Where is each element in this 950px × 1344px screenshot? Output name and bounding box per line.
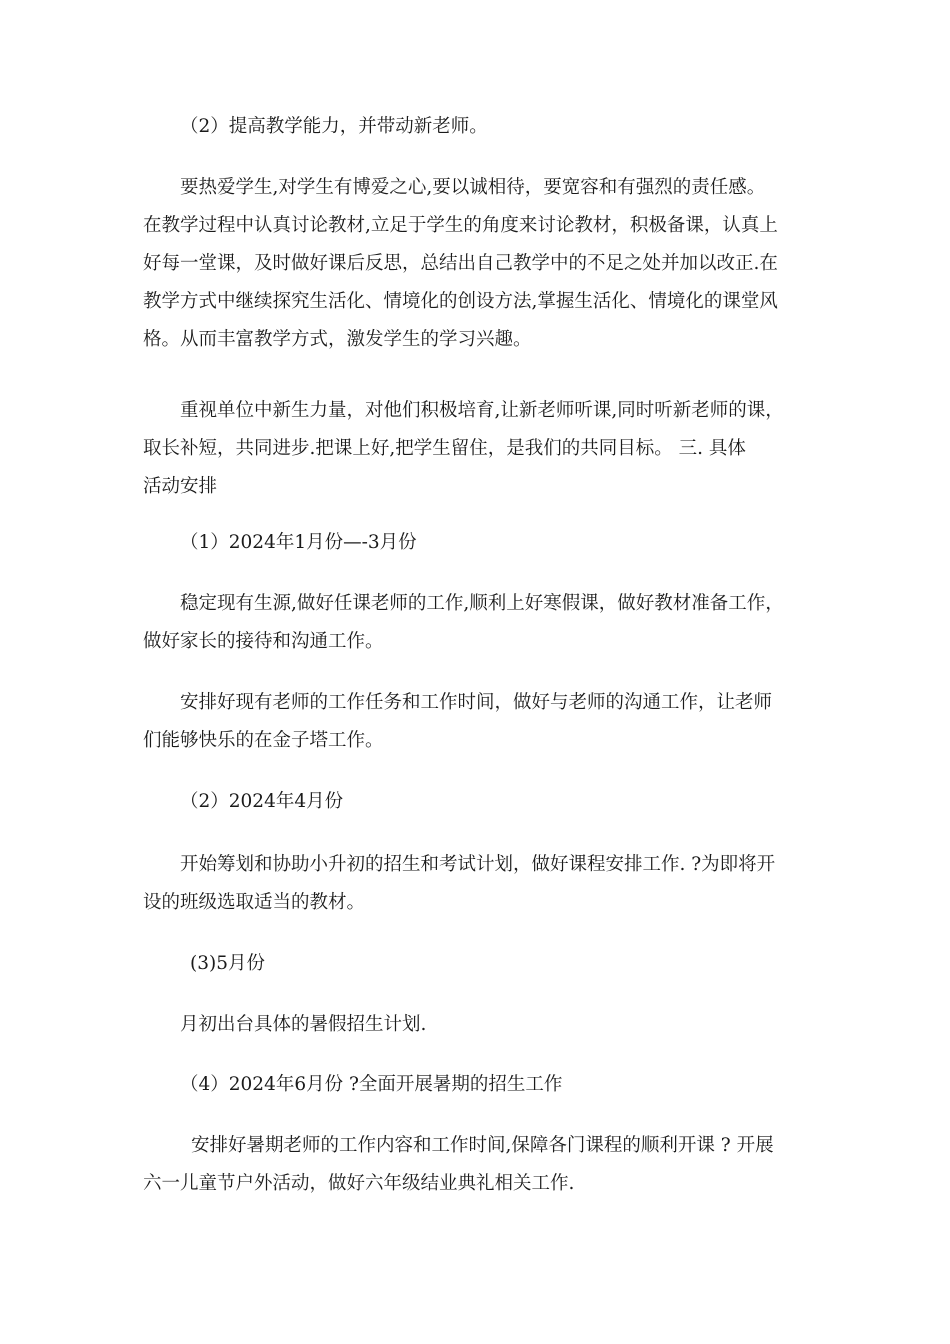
schedule-heading-april: （2）2024年4月份 <box>180 791 344 812</box>
text-line: 教学方式中继续探究生活化、情境化的创设方法,掌握生活化、情境化的课堂风 <box>143 291 778 312</box>
text-line: 六一儿童节户外活动，做好六年级结业典礼相关工作. <box>143 1173 575 1194</box>
text-line: 在教学过程中认真讨论教材,立足于学生的角度来讨论教材，积极备课，认真上 <box>143 215 778 236</box>
text-line: 要热爱学生,对学生有博爱之心,要以诚相待，要宽容和有强烈的责任感。 <box>180 177 766 198</box>
text-line: 取长补短，共同进步.把课上好,把学生留住，是我们的共同目标。 三. 具体 <box>143 438 746 459</box>
text-line: 活动安排 <box>143 476 218 497</box>
paragraph-summer-plan: 月初出台具体的暑假招生计划. <box>180 1014 427 1035</box>
text-line: 安排好现有老师的工作任务和工作时间，做好与老师的沟通工作，让老师 <box>180 692 773 713</box>
text-line: 们能够快乐的在金子塔工作。 <box>143 730 384 751</box>
text-line: 格。从而丰富教学方式，激发学生的学习兴趣。 <box>143 329 532 350</box>
paragraph-summer-teachers <box>143 1127 811 1203</box>
paragraph-love-students <box>143 169 811 359</box>
paragraph-stabilize-students <box>143 585 811 661</box>
schedule-heading-may: (3)5月份 <box>190 953 265 974</box>
text-line: 重视单位中新生力量，对他们积极培育,让新老师听课,同时听新老师的课， <box>180 400 784 421</box>
section-heading-2-teaching: （2）提高教学能力，并带动新老师。 <box>180 116 488 137</box>
paragraph-teacher-arrangement <box>143 684 811 760</box>
text-line: 设的班级选取适当的教材。 <box>143 892 366 913</box>
text-line: 好每一堂课，及时做好课后反思，总结出自己教学中的不足之处并加以改正.在 <box>143 253 778 274</box>
paragraph-enrollment-plan <box>143 846 811 922</box>
text-line: 稳定现有生源,做好任课老师的工作,顺利上好寒假课，做好教材准备工作， <box>180 593 784 614</box>
text-line: 做好家长的接待和沟通工作。 <box>143 631 384 652</box>
text-line: 安排好暑期老师的工作内容和工作时间,保障各门课程的顺利开课 ? 开展 <box>191 1135 774 1156</box>
schedule-heading-june: （4）2024年6月份 ?全面开展暑期的招生工作 <box>180 1074 563 1095</box>
text-line: 开始筹划和协助小升初的招生和考试计划，做好课程安排工作. ?为即将开 <box>180 854 776 875</box>
schedule-heading-jan-mar: （1）2024年1月份—-3月份 <box>180 532 417 553</box>
paragraph-new-teachers <box>143 392 811 506</box>
